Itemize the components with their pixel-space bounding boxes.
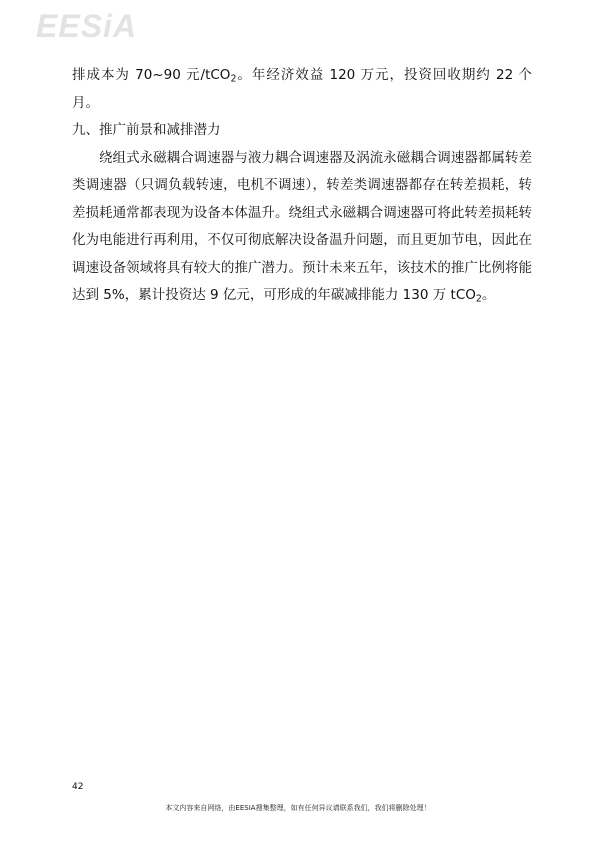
footer-notice: 本文内容来自网络，由EESIA搜集整理，如有任何异议请联系我们，我们将删除处理！ [165, 804, 431, 812]
co2-subscript: 2 [475, 293, 482, 305]
paragraph-emission-cost [72, 62, 532, 117]
paragraph-promotion-prospects [72, 145, 532, 310]
co2-subscript: 2 [230, 73, 237, 85]
paragraph-promotion-text: 绕组式永磁耦合调速器与液力耦合调速器及涡流永磁耦合调速器都属转差类调速器（只调负载转速，电机不调速），转差类调速器都存在转差损耗，转差损耗通常都表现为设备本体温升。绕组式永磁耦合调速器可将此转差损耗转化为电能进行再利用，不仅可彻底解决设备温升问题，而且更加节电，因此在调速设备领域将具有较大的推广潜力。预计未来五年，该技术的推广比例将能达到 5%，累计投资达 9 亿元，可形成的年碳减排能力 130 万 tCO [72, 149, 532, 303]
section-heading: 九、推广前景和减排潜力 [72, 122, 221, 138]
eesia-logo: EESiA [36, 8, 138, 44]
paragraph-promotion-text-end: 。 [481, 287, 496, 303]
paragraph-emission-cost-text: 排成本为 70~90 元/tCO [72, 67, 231, 83]
document-body [72, 62, 532, 310]
paragraph-emission-cost-text-end: 。年经济效益 120 万元，投资回收期约 22 个月。 [72, 67, 532, 111]
page-number: 42 [72, 782, 84, 792]
